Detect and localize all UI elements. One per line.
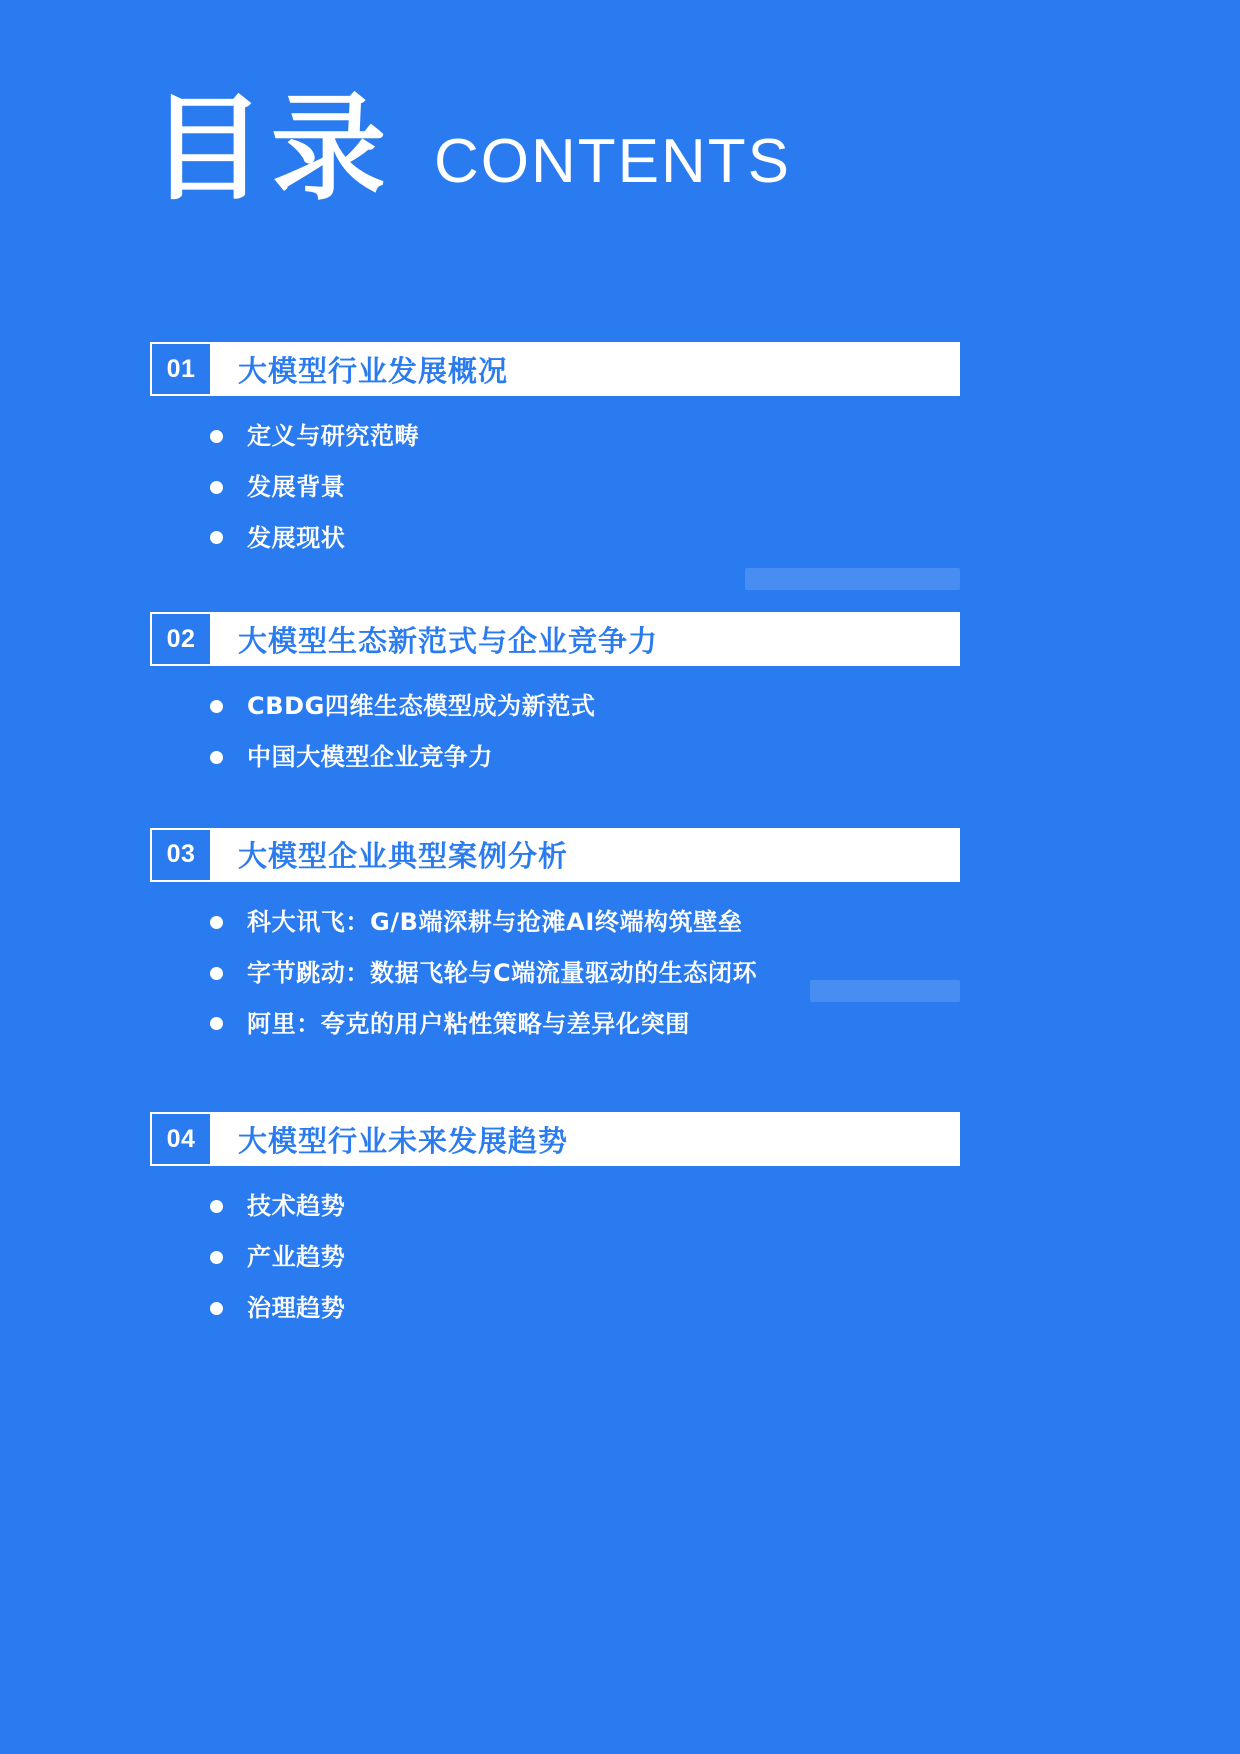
section-title: 大模型行业未来发展趋势 bbox=[238, 1123, 569, 1158]
page-title-cn: 目录 bbox=[150, 82, 393, 216]
spacer bbox=[150, 1060, 960, 1112]
toc-section-02 bbox=[150, 612, 960, 772]
toc-section-04 bbox=[150, 1112, 960, 1322]
list-item[interactable] bbox=[210, 692, 960, 721]
section-number: 04 bbox=[150, 1112, 212, 1166]
bullet-dot-icon bbox=[210, 481, 223, 494]
list-item[interactable] bbox=[210, 1010, 960, 1039]
section-bullets bbox=[150, 908, 960, 1038]
list-item-label: 发展背景 bbox=[247, 472, 346, 501]
bullet-dot-icon bbox=[210, 700, 223, 713]
section-bullets bbox=[150, 422, 960, 552]
table-of-contents bbox=[150, 342, 960, 1345]
section-title: 大模型生态新范式与企业竞争力 bbox=[238, 623, 659, 658]
list-item-label: 发展现状 bbox=[247, 523, 346, 552]
bullet-dot-icon bbox=[210, 1302, 223, 1315]
spacer bbox=[150, 794, 960, 828]
spacer bbox=[150, 574, 960, 612]
list-item-label: 产业趋势 bbox=[247, 1243, 346, 1272]
list-item-label: CBDG四维生态模型成为新范式 bbox=[247, 692, 596, 721]
list-item-label: 定义与研究范畴 bbox=[247, 422, 420, 450]
bullet-dot-icon bbox=[210, 916, 223, 929]
section-title: 大模型企业典型案例分析 bbox=[238, 839, 569, 874]
bullet-dot-icon bbox=[210, 967, 223, 980]
bullet-dot-icon bbox=[210, 430, 223, 443]
section-number: 03 bbox=[150, 828, 212, 882]
toc-section-header[interactable] bbox=[150, 342, 960, 396]
list-item[interactable] bbox=[210, 743, 960, 772]
bullet-dot-icon bbox=[210, 1017, 223, 1030]
bullet-dot-icon bbox=[210, 1200, 223, 1213]
list-item-label: 字节跳动：数据飞轮与C端流量驱动的生态闭环 bbox=[247, 958, 758, 987]
list-item-label: 技术趋势 bbox=[247, 1192, 346, 1221]
bullet-dot-icon bbox=[210, 531, 223, 544]
page-title bbox=[150, 82, 792, 216]
bullet-dot-icon bbox=[210, 751, 223, 764]
list-item-label: 科大讯飞：G/B端深耕与抢滩AI终端构筑壁垒 bbox=[247, 907, 743, 936]
bullet-dot-icon bbox=[210, 1251, 223, 1264]
list-item-label: 阿里：夸克的用户粘性策略与差异化突围 bbox=[247, 1009, 690, 1038]
list-item[interactable] bbox=[210, 524, 960, 553]
toc-section-header[interactable] bbox=[150, 1112, 960, 1166]
list-item[interactable] bbox=[210, 908, 960, 937]
list-item-label: 中国大模型企业竞争力 bbox=[247, 743, 493, 772]
section-title: 大模型行业发展概况 bbox=[238, 353, 509, 388]
section-bullets bbox=[150, 1192, 960, 1322]
toc-section-01 bbox=[150, 342, 960, 552]
page-title-en: CONTENTS bbox=[434, 127, 792, 196]
toc-section-03 bbox=[150, 828, 960, 1038]
list-item[interactable] bbox=[210, 473, 960, 502]
section-number: 02 bbox=[150, 612, 212, 666]
list-item[interactable] bbox=[210, 1294, 960, 1323]
section-bullets bbox=[150, 692, 960, 772]
list-item[interactable] bbox=[210, 1192, 960, 1221]
list-item-label: 治理趋势 bbox=[247, 1293, 346, 1322]
list-item[interactable] bbox=[210, 1243, 960, 1272]
toc-section-header[interactable] bbox=[150, 612, 960, 666]
list-item[interactable] bbox=[210, 959, 960, 988]
toc-section-header[interactable] bbox=[150, 828, 960, 882]
section-number: 01 bbox=[150, 342, 212, 396]
list-item[interactable] bbox=[210, 422, 960, 451]
